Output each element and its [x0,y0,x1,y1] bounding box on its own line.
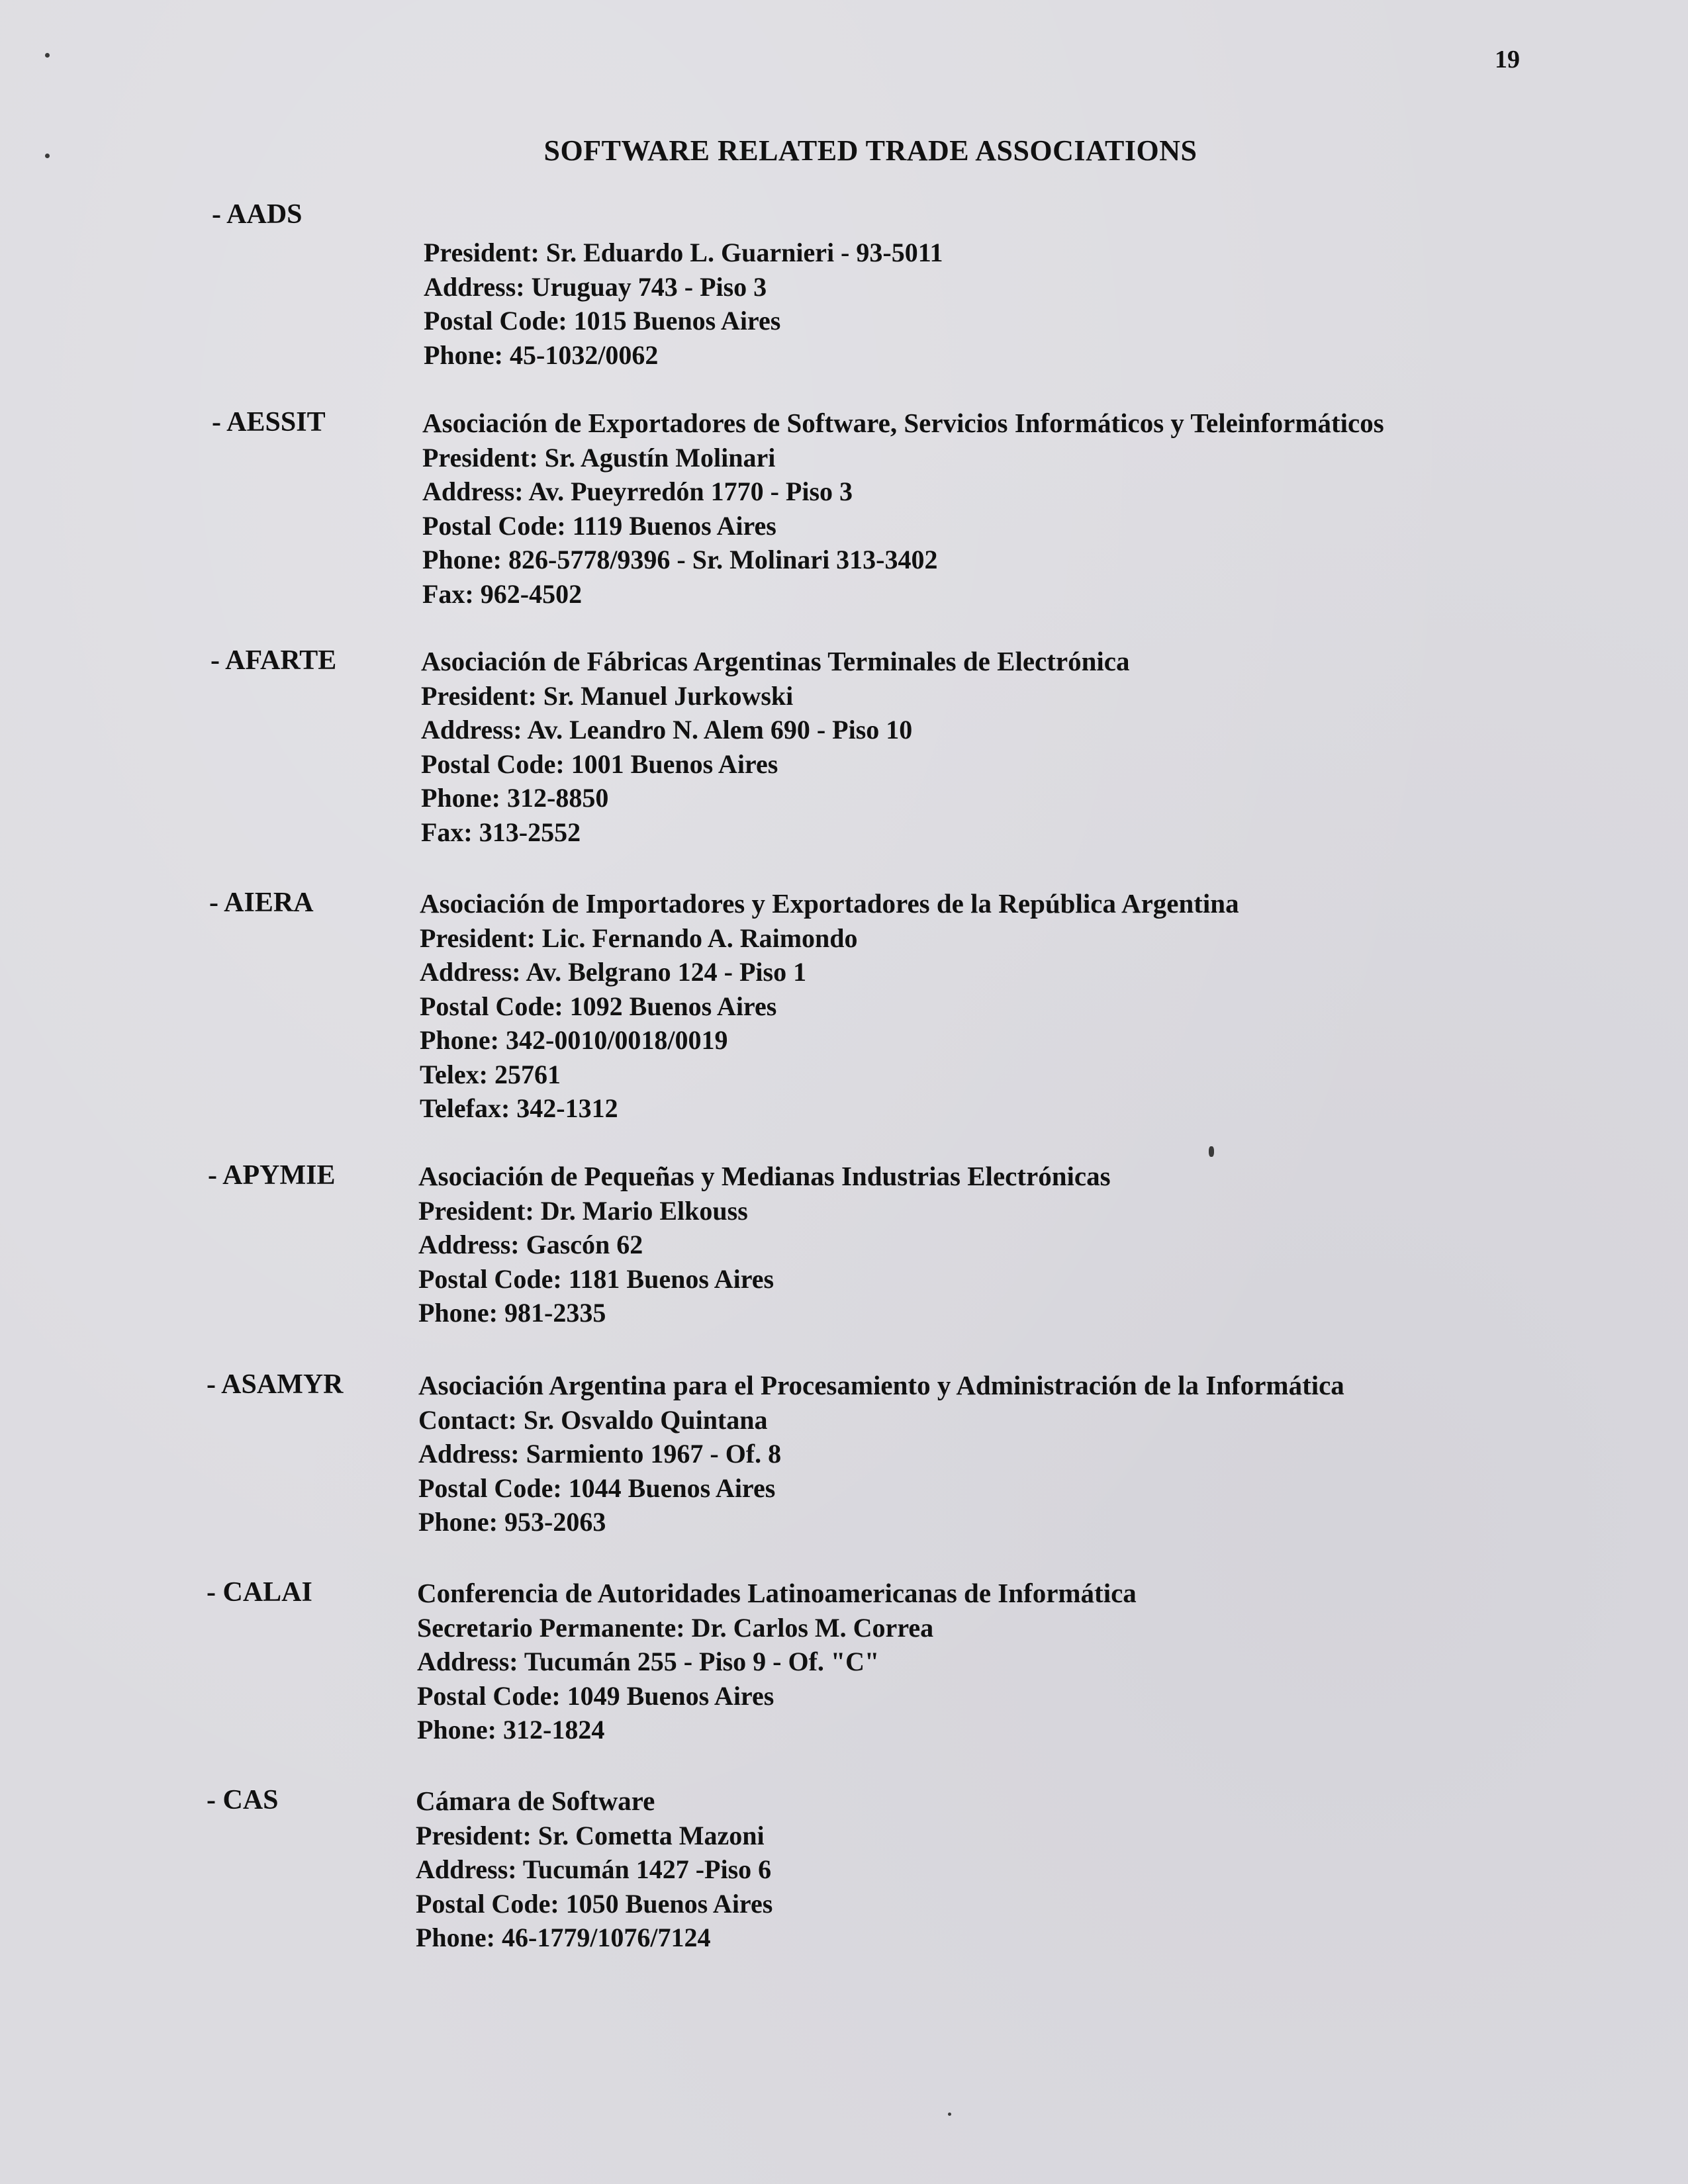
address-line: Address: Av. Leandro N. Alem 690 - Piso 10 [421,715,913,745]
association-acronym: - AADS [212,199,303,230]
postal-code-line: Postal Code: 1049 Buenos Aires [417,1680,774,1711]
phone-line: Phone: 953-2063 [418,1507,606,1537]
association-acronym: - AFARTE [211,645,337,676]
postal-code-line: Postal Code: 1044 Buenos Aires [418,1473,776,1503]
postal-code-line: Postal Code: 1119 Buenos Aires [422,510,776,541]
address-line: Address: Av. Pueyrredón 1770 - Piso 3 [422,477,853,506]
president-line: President: Lic. Fernando A. Raimondo [420,923,858,953]
secretary-line: Secretario Permanente: Dr. Carlos M. Correa [417,1612,934,1643]
association-acronym: - AIERA [209,887,314,918]
postal-code-line: Postal Code: 1181 Buenos Aires [418,1263,774,1294]
association-details [418,1369,1344,1539]
president-line: President: Sr. Eduardo L. Guarnieri - 93-5011 [424,238,943,267]
phone-line: Phone: 46-1779/1076/7124 [416,1923,711,1952]
association-details [424,236,943,372]
scan-speck [45,53,50,58]
phone-line: Phone: 312-8850 [421,783,609,813]
president-line: President: Sr. Agustín Molinari [422,442,776,473]
telefax-line: Telefax: 342-1312 [420,1093,618,1123]
phone-line: Phone: 826-5778/9396 - Sr. Molinari 313-3402 [422,545,938,574]
fax-line: Fax: 313-2552 [421,817,581,847]
phone-line: Phone: 342-0010/0018/0019 [420,1025,728,1055]
association-details [422,406,1384,611]
contact-line: Contact: Sr. Osvaldo Quintana [418,1404,768,1435]
association-acronym: - AESSIT [212,407,326,437]
association-acronym: - APYMIE [208,1160,336,1191]
association-details [417,1576,1137,1747]
organization-name: Asociación de Exportadores de Software, Servicios Informáticos y Teleinformáticos [422,408,1384,438]
organization-name: Asociación Argentina para el Procesamiento y Administración de la Informática [418,1370,1344,1400]
organization-name: Cámara de Software [416,1786,655,1816]
page-number: 19 [1495,46,1520,73]
telex-line: Telex: 25761 [420,1059,561,1089]
address-line: Address: Av. Belgrano 124 - Piso 1 [420,957,807,987]
association-acronym: - ASAMYR [207,1369,344,1400]
address-line: Address: Tucumán 1427 -Piso 6 [416,1854,772,1884]
organization-name: Asociación de Fábricas Argentinas Terminales de Electrónica [421,646,1130,676]
phone-line: Phone: 981-2335 [418,1298,606,1328]
association-acronym: - CAS [207,1785,279,1815]
president-line: President: Sr. Cometta Mazoni [416,1820,765,1850]
fax-line: Fax: 962-4502 [422,578,583,609]
address-line: Address: Sarmiento 1967 - Of. 8 [418,1439,782,1469]
association-acronym: - CALAI [207,1577,312,1608]
president-line: President: Dr. Mario Elkouss [418,1195,748,1226]
association-details [416,1784,773,1955]
scan-speck [948,2113,951,2116]
address-line: Address: Uruguay 743 - Piso 3 [424,271,767,302]
phone-line: Phone: 45-1032/0062 [424,340,659,370]
phone-line: Phone: 312-1824 [417,1715,605,1745]
association-details [418,1160,1111,1330]
postal-code-line: Postal Code: 1050 Buenos Aires [416,1888,773,1919]
association-details [421,645,1129,849]
address-line: Address: Tucumán 255 - Piso 9 - Of. "C" [417,1647,880,1676]
association-details [420,887,1239,1126]
postal-code-line: Postal Code: 1001 Buenos Aires [421,749,778,779]
organization-name: Conferencia de Autoridades Latinoamericanas de Informática [417,1578,1137,1608]
page-title: SOFTWARE RELATED TRADE ASSOCIATIONS [543,134,1197,167]
address-line: Address: Gascón 62 [418,1230,643,1259]
organization-name: Asociación de Pequeñas y Medianas Industrias Electrónicas [418,1161,1111,1191]
president-line: President: Sr. Manuel Jurkowski [421,680,794,711]
postal-code-line: Postal Code: 1092 Buenos Aires [420,991,777,1021]
scan-speck [1209,1146,1214,1157]
postal-code-line: Postal Code: 1015 Buenos Aires [424,306,781,336]
organization-name: Asociación de Importadores y Exportadores de la República Argentina [420,888,1239,919]
